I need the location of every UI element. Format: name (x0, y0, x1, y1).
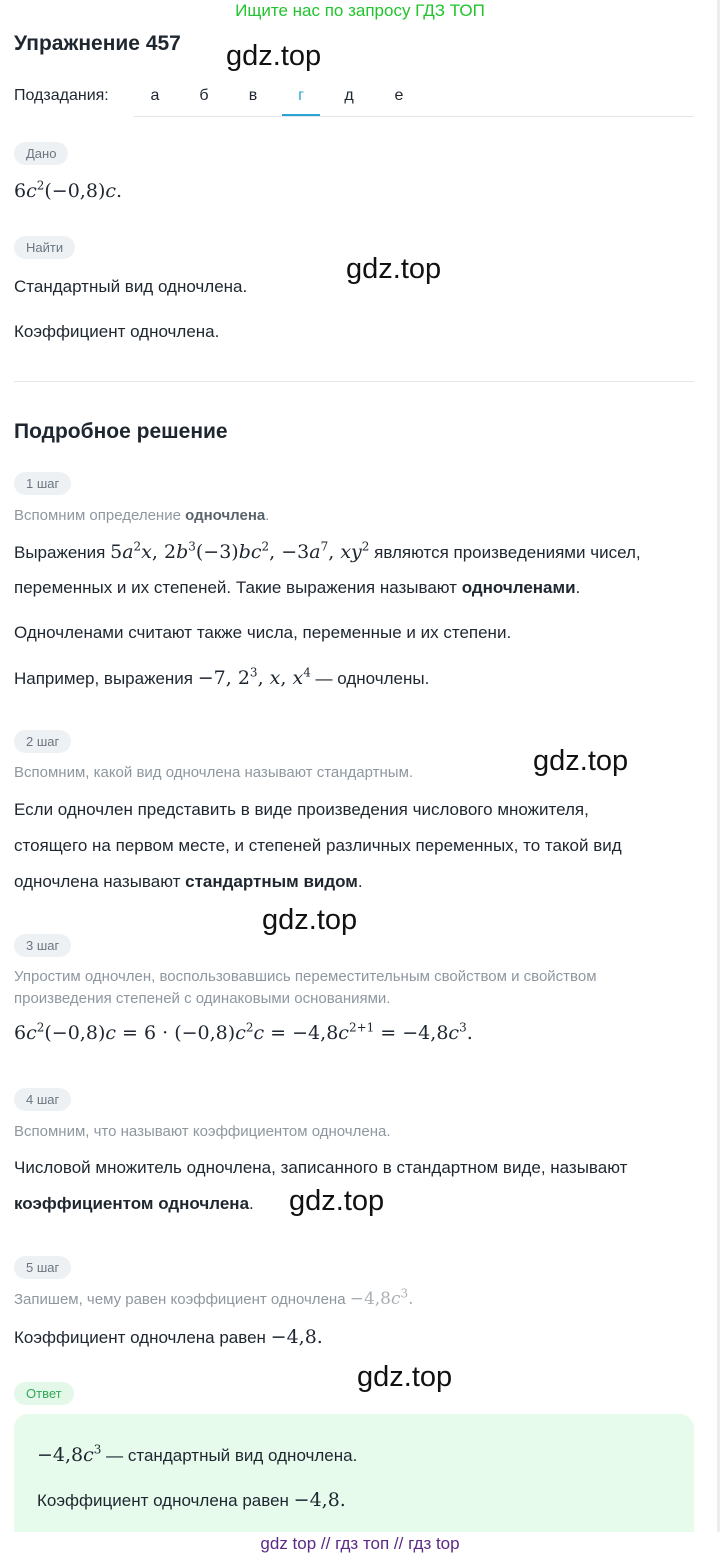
step-hint: Вспомним, что называют коэффициентом одночлена. (14, 1123, 391, 1140)
answer-line: Коэффициент одночлена равен −4,8. (37, 1489, 346, 1511)
step-hint: произведения степеней с одинаковыми основаниями. (14, 990, 391, 1007)
page-title: Упражнение 457 (14, 32, 181, 55)
tab-a[interactable]: а (150, 87, 160, 104)
step-hint: Запишем, чему равен коэффициент одночлена $-4,8c^3$. (14, 1286, 414, 1309)
step-paragraph: стоящего на первом месте, и степеней различных переменных, то такой вид (14, 836, 622, 855)
step-badge: 5 шаг (14, 1256, 71, 1279)
step-hint: Упростим одночлен, воспользовавшись переместительным свойством и свойством (14, 968, 597, 985)
find-item: Стандартный вид одночлена. (14, 277, 248, 296)
watermark: gdz.top (346, 253, 442, 285)
tab-e[interactable]: е (394, 87, 404, 104)
answer-line: $-4,8c^3$ — стандартный вид одночлена. (37, 1442, 358, 1466)
find-badge: Найти (14, 236, 75, 259)
step-badge: 1 шаг (14, 472, 71, 495)
answer-box (14, 1414, 694, 1544)
tab-d[interactable]: д (344, 87, 354, 104)
step-paragraph: Коэффициент одночлена равен −4,8. (14, 1326, 323, 1348)
step-hint: Вспомним, какой вид одночлена называют стандартным. (14, 764, 414, 781)
step-formula: $6c^2(-0,8)c = 6 \cdot (-0,8)c^2c = -4,8c^{2+1} = -4,8c^3$. (14, 1020, 473, 1044)
answer-badge: Ответ (14, 1382, 74, 1405)
tab-g[interactable]: г (282, 87, 320, 116)
given-badge: Дано (14, 142, 68, 165)
section-divider (14, 381, 694, 382)
solution-title: Подробное решение (14, 420, 228, 443)
step-paragraph: переменных и их степеней. Такие выражения называют одночленами. (14, 578, 581, 597)
given-expression: $6c^2(-0,8)c$. (14, 178, 123, 202)
step-paragraph: Выражения $5a^2x$, $2b^3(-3)bc^2$, $-3a^7$, $xy^2$ являются произведениями чисел, (14, 539, 641, 563)
watermark: gdz.top (533, 745, 629, 777)
find-item: Коэффициент одночлена. (14, 322, 220, 341)
tab-v[interactable]: в (248, 87, 258, 104)
watermark: gdz.top (357, 1361, 453, 1393)
step-paragraph: одночлена называют стандартным видом. (14, 872, 363, 891)
step-badge: 3 шаг (14, 934, 71, 957)
watermark: gdz.top (226, 40, 322, 72)
tab-b[interactable]: б (199, 87, 209, 104)
step-badge: 4 шаг (14, 1088, 71, 1111)
step-paragraph: Если одночлен представить в виде произведения числового множителя, (14, 800, 589, 819)
step-paragraph: Одночленами считают также числа, переменные и их степени. (14, 623, 512, 642)
promo-banner[interactable]: Ищите нас по запросу ГДЗ ТОП (235, 1, 485, 20)
step-hint: Вспомним определение одночлена. (14, 507, 270, 524)
watermark: gdz.top (289, 1185, 385, 1217)
step-badge: 2 шаг (14, 730, 71, 753)
step-paragraph: Например, выражения −7, $2^3$, x, $x^4$ — одночлены. (14, 665, 430, 689)
step-paragraph: Числовой множитель одночлена, записанного в стандартном виде, называют (14, 1158, 628, 1177)
subtasks-label: Подзадания: (14, 87, 109, 104)
subtask-tabs (134, 82, 694, 117)
watermark: gdz.top (262, 904, 358, 936)
step-paragraph: коэффициентом одночлена. (14, 1194, 254, 1213)
footer-links[interactable]: gdz top // гдз топ // гдз top (0, 1532, 720, 1559)
